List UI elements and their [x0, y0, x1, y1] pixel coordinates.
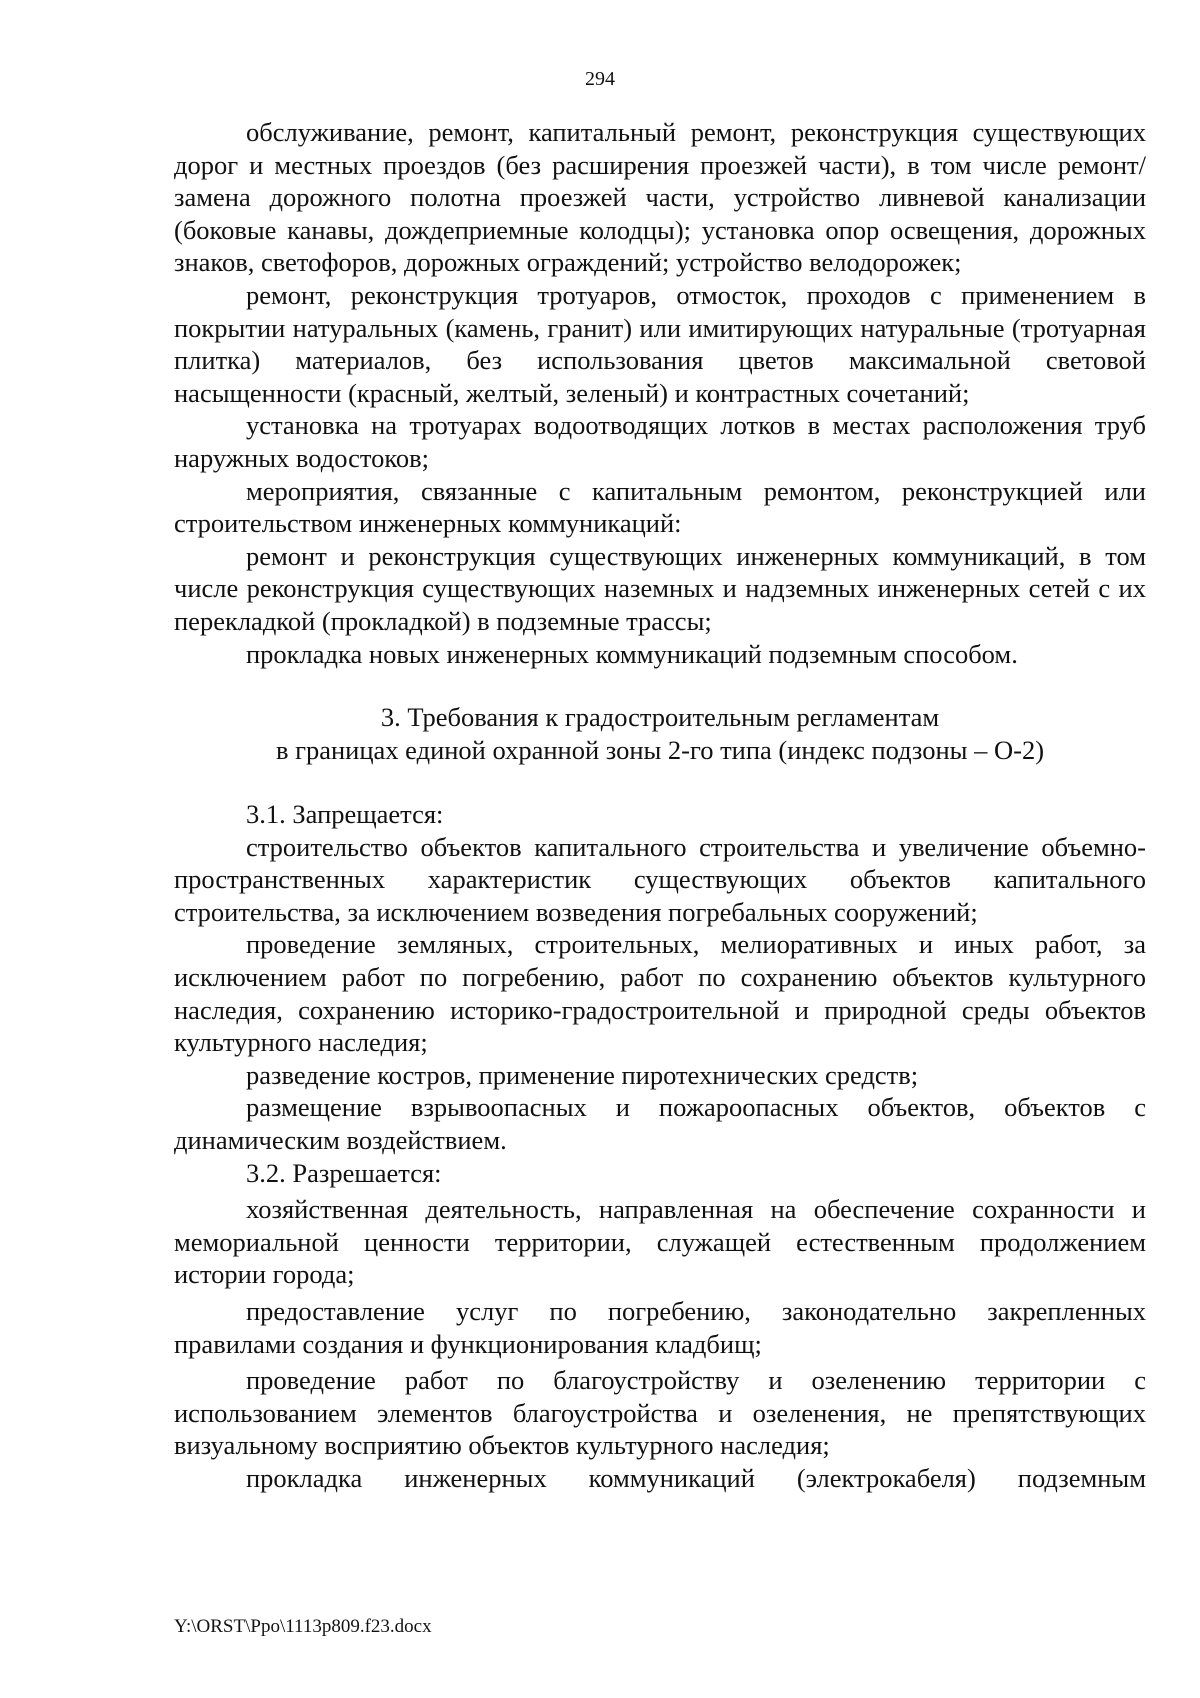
paragraph-road-maintenance: обслуживание, ремонт, капитальный ремонт, реконструкция существующих дорог и местных проездов (без расширения проезжей части), в том числе ремонт/замена дорожного полотна проезжей части, устройство ливневой канализации (боковые канавы, дождеприемные колодцы); установка опор освещения, дорожных знаков, светофоров, дорожных ограждений; устройство велодорожек;	[174, 117, 1146, 278]
prohibited-item-earthworks: проведение земляных, строительных, мелиоративных и иных работ, за исключением работ по погребению, работ по сохранению объектов культурного наследия, сохранению историко-градостроительной и природной среды объектов культурного наследия;	[174, 929, 1146, 1058]
prohibited-item-hazardous-objects: размещение взрывоопасных и пожароопасных объектов, объектов с динамическим воздействием.	[174, 1092, 1146, 1156]
section-heading-line1: 3. Требования к градостроительным регламентам	[380, 702, 940, 733]
permitted-item-burial-services: предоставление услуг по погребению, законодательно закрепленных правилами создания и функционирования кладбищ;	[174, 1296, 1146, 1359]
paragraph-utility-measures: мероприятия, связанные с капитальным ремонтом, реконструкцией или строительством инженерных коммуникаций:	[174, 475, 1146, 539]
subsection-title-prohibited: 3.1. Запрещается:	[246, 799, 444, 830]
permitted-item-cable-laying: прокладка инженерных коммуникаций (электрокабеля) подземным	[246, 1462, 1146, 1493]
prohibited-item-construction: строительство объектов капитального строительства и увеличение объемно-пространственных характеристик существующих объектов капитального строительства, за исключением возведения погребальных сооружений;	[174, 831, 1146, 927]
section-heading	[174, 701, 1146, 767]
subsection-title-permitted: 3.2. Разрешается:	[246, 1157, 442, 1188]
paragraph-sidewalk-repair: ремонт, реконструкция тротуаров, отмосток, проходов с применением в покрытии натуральных (камень, гранит) или имитирующих натуральные (тротуарная плитка) материалов, без использования цветов максимальной световой насыщенности (красный, желтый, зеленый) и контрастных сочетаний;	[174, 279, 1146, 408]
paragraph-drainage-trays: установка на тротуарах водоотводящих лотков в местах расположения труб наружных водостоков;	[174, 410, 1146, 473]
footer-file-path: Y:\ORST\Ppo\1113p809.f23.docx	[174, 1616, 432, 1637]
paragraph-new-utilities: прокладка новых инженерных коммуникаций подземным способом.	[246, 638, 1018, 669]
page-number: 294	[585, 68, 615, 90]
prohibited-item-bonfires: разведение костров, применение пиротехнических средств;	[246, 1059, 919, 1090]
paragraph-utility-reconstruction: ремонт и реконструкция существующих инженерных коммуникаций, в том числе реконструкция существующих наземных и надземных инженерных сетей с их перекладкой (прокладкой) в подземные трассы;	[174, 540, 1146, 636]
permitted-item-economic-activity: хозяйственная деятельность, направленная на обеспечение сохранности и мемориальной ценности территории, служащей естественным продолжением истории города;	[174, 1194, 1146, 1290]
permitted-item-landscaping: проведение работ по благоустройству и озеленению территории с использованием элементов благоустройства и озеленения, не препятствующих визуальному восприятию объектов культурного наследия;	[174, 1365, 1146, 1461]
section-heading-line2: в границах единой охранной зоны 2-го типа (индекс подзоны – О-2)	[275, 735, 1045, 766]
document-body	[174, 116, 1146, 1495]
